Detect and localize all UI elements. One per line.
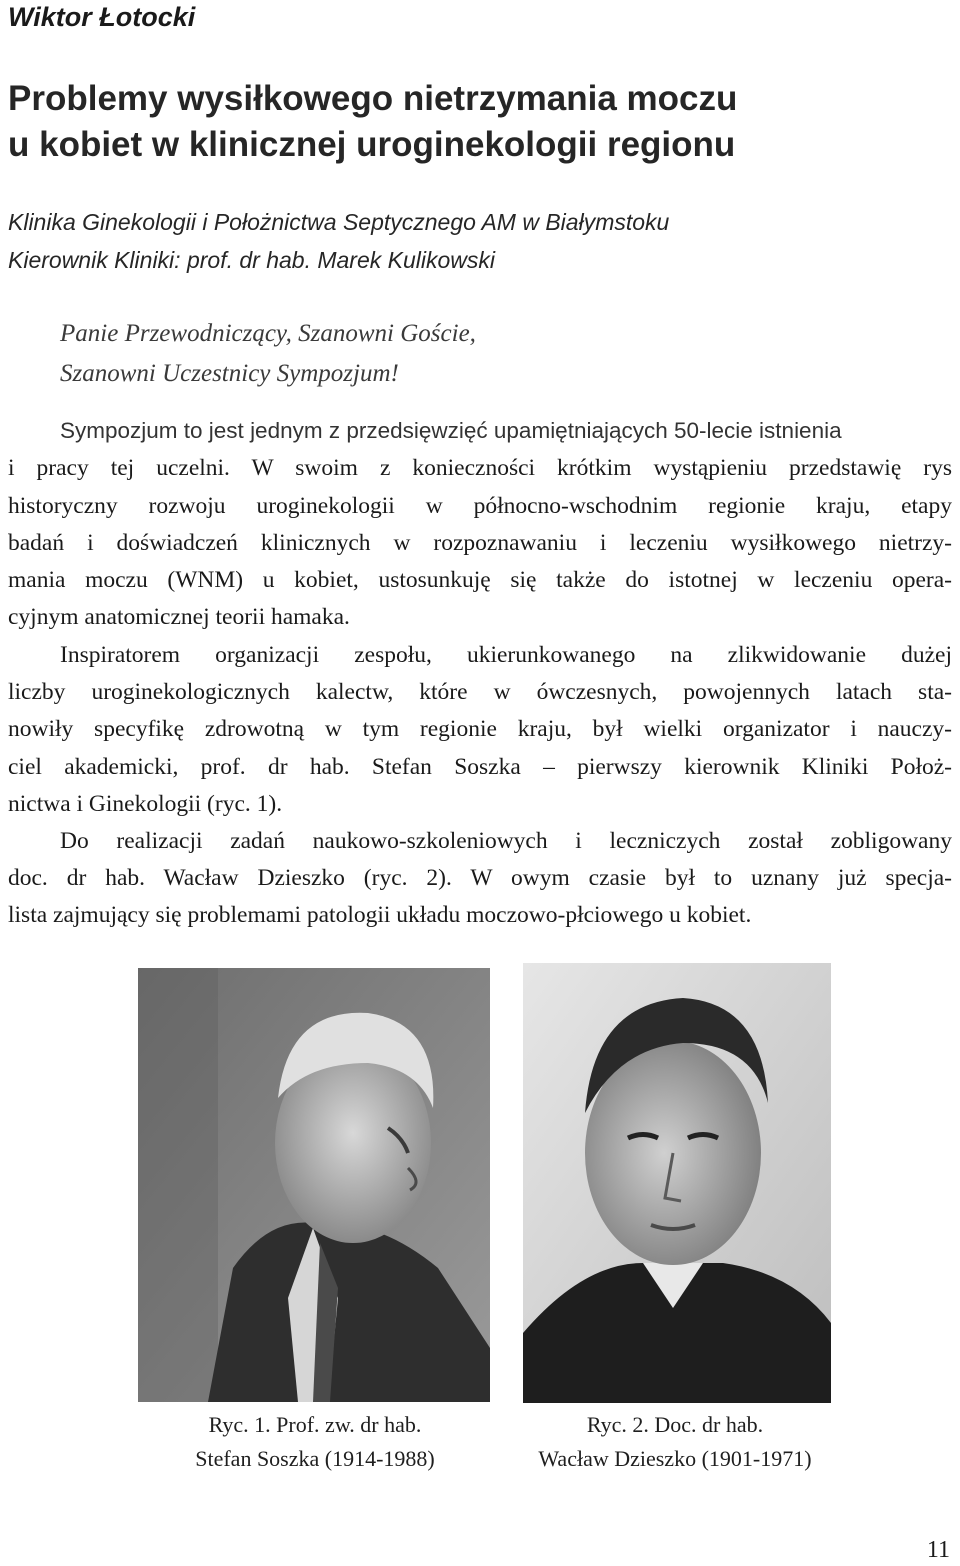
title-line-1: Problemy wysiłkowego nietrzymania moczu <box>8 79 738 118</box>
body-line: liczby uroginekologicznych kalectw, które w ówczesnych, powojennych latach sta- <box>8 679 952 705</box>
body-line: ciel akademicki, prof. dr hab. Stefan Soszka – pierwszy kierownik Kliniki Położ- <box>8 754 952 780</box>
portrait-photo-2 <box>523 963 831 1403</box>
page-number: 11 <box>926 1537 950 1563</box>
body-line: nowiły specyfikę zdrowotną w tym regionie kraju, był wielki organizator i nauczy- <box>8 716 952 742</box>
body-line: i pracy tej uczelni. W swoim z konieczności krótkim wystąpieniu przedstawię rys <box>8 455 952 481</box>
body-line: Do realizacji zadań naukowo-szkoleniowych i leczniczych został zobligowany <box>60 828 952 854</box>
greeting-line-1: Panie Przewodniczący, Szanowni Goście, <box>60 320 476 347</box>
caption-line: Ryc. 1. Prof. zw. dr hab. <box>208 1412 422 1437</box>
body-line: nictwa i Ginekologii (ryc. 1). <box>8 791 283 817</box>
body-line: doc. dr hab. Wacław Dzieszko (ryc. 2). W owym czasie był to uznany już specja- <box>8 865 952 891</box>
caption-line: Wacław Dzieszko (1901-1971) <box>538 1446 812 1471</box>
article-title <box>8 76 948 168</box>
figure-caption-2 <box>500 1408 850 1476</box>
body-line: historyczny rozwoju uroginekologii w północno-wschodnim regionie kraju, etapy <box>8 493 952 519</box>
title-line-2: u kobiet w klinicznej uroginekologii regionu <box>8 125 736 164</box>
caption-line: Stefan Soszka (1914-1988) <box>195 1446 435 1471</box>
author-name: Wiktor Łotocki <box>8 2 196 32</box>
body-line: Inspiratorem organizacji zespołu, ukierunkowanego na zlikwidowanie dużej <box>60 642 952 668</box>
body-line: mania moczu (WNM) u kobiet, ustosunkuję się także do istotnej w leczeniu opera- <box>8 567 952 593</box>
affiliation-line-2: Kierownik Kliniki: prof. dr hab. Marek Kulikowski <box>8 247 496 273</box>
body-line: Sympozjum to jest jednym z przedsięwzięć upamiętniających 50-lecie istnienia <box>60 418 842 443</box>
portrait-photo-1 <box>138 968 490 1402</box>
body-line: badań i doświadczeń klinicznych w rozpoznawaniu i leczeniu wysiłkowego nietrzy- <box>8 530 952 556</box>
greeting-line-2: Szanowni Uczestnicy Sympozjum! <box>60 360 399 387</box>
greeting <box>60 314 476 394</box>
body-line: cyjnym anatomicznej teorii hamaka. <box>8 604 350 630</box>
affiliation-line-1: Klinika Ginekologii i Położnictwa Septycznego AM w Białymstoku <box>8 209 670 235</box>
affiliation <box>8 203 669 279</box>
figure-caption-1 <box>140 1408 490 1476</box>
body-line: lista zajmujący się problemami patologii układu moczowo-płciowego u kobiet. <box>8 902 752 928</box>
caption-line: Ryc. 2. Doc. dr hab. <box>586 1412 764 1437</box>
